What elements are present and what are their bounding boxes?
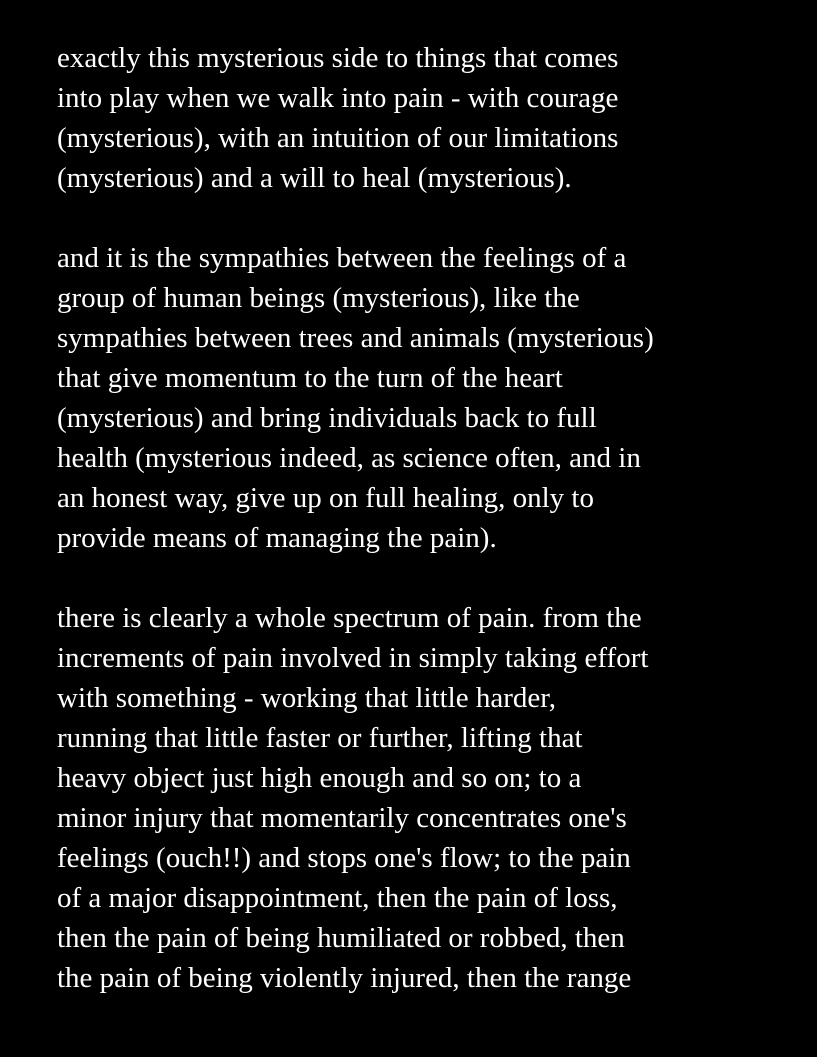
- text-line: with something - working that little harder,: [57, 682, 556, 714]
- text-line: exactly this mysterious side to things that comes: [57, 42, 619, 74]
- document-page: [57, 38, 797, 1038]
- text-line: (mysterious) and bring individuals back to full: [57, 402, 597, 434]
- text-line: provide means of managing the pain).: [57, 522, 497, 554]
- text-line: increments of pain involved in simply taking effort: [57, 642, 649, 674]
- text-line: heavy object just high enough and so on; to a: [57, 762, 582, 794]
- text-line: feelings (ouch!!) and stops one's flow; to the pain: [57, 842, 631, 874]
- text-line: sympathies between trees and animals (mysterious): [57, 322, 654, 354]
- text-line: minor injury that momentarily concentrates one's: [57, 802, 627, 834]
- text-line: an honest way, give up on full healing, only to: [57, 482, 594, 514]
- text-line: running that little faster or further, lifting that: [57, 722, 583, 754]
- text-line: group of human beings (mysterious), like the: [57, 282, 580, 314]
- text-line: then the pain of being humiliated or robbed, then: [57, 922, 625, 954]
- text-line: the pain of being violently injured, then the range: [57, 962, 632, 994]
- text-line: that give momentum to the turn of the heart: [57, 362, 563, 394]
- text-line: into play when we walk into pain - with courage: [57, 82, 619, 114]
- text-line: (mysterious), with an intuition of our limitations: [57, 122, 619, 154]
- text-line: of a major disappointment, then the pain of loss,: [57, 882, 618, 914]
- paragraph-3: [57, 598, 797, 998]
- text-line: (mysterious) and a will to heal (mysterious).: [57, 162, 572, 194]
- paragraph-1: [57, 38, 797, 198]
- text-line: and it is the sympathies between the feelings of a: [57, 242, 627, 274]
- paragraph-2: [57, 238, 797, 558]
- text-line: health (mysterious indeed, as science often, and in: [57, 442, 641, 474]
- text-line: there is clearly a whole spectrum of pain. from the: [57, 602, 642, 634]
